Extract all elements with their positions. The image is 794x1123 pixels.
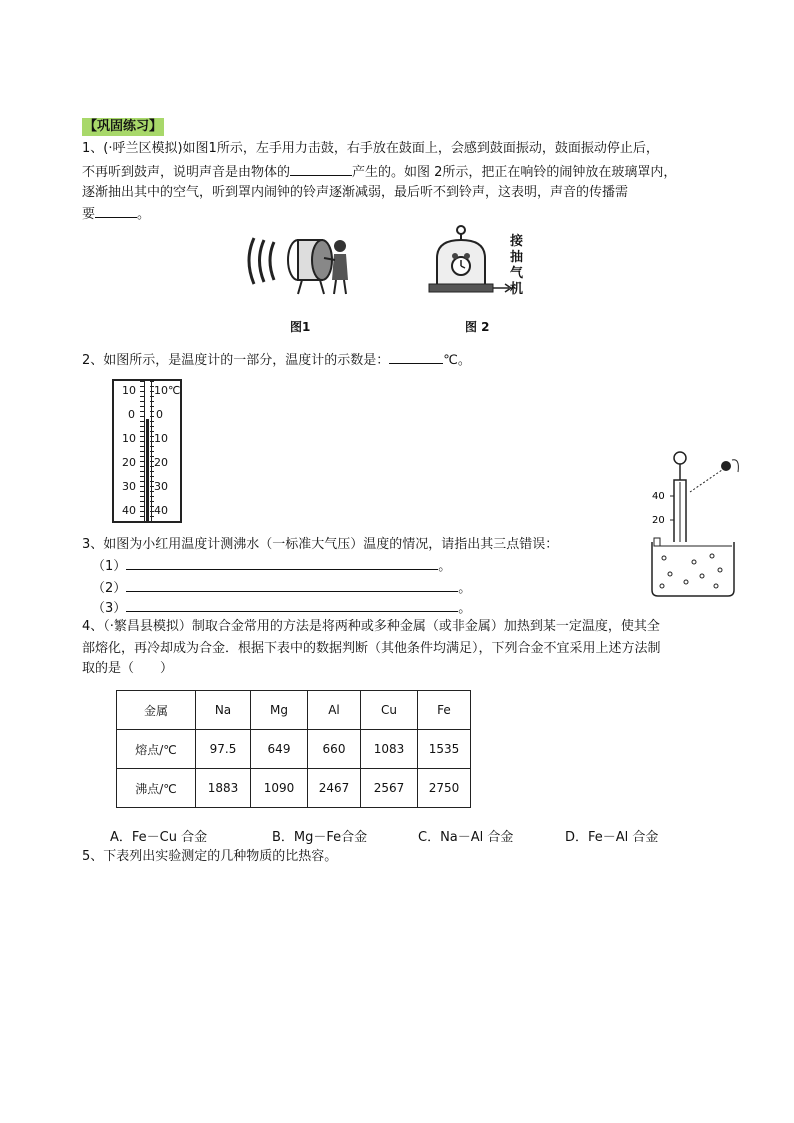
- thermo-right-0: 10℃: [154, 384, 181, 397]
- q3-item-2: [92, 577, 471, 599]
- table-cell: 1883: [196, 769, 251, 808]
- thermo-right-3: 20: [154, 456, 168, 469]
- q4-option-a: A．Fe－Cu 合金: [110, 830, 208, 845]
- q1-blank-2: [95, 203, 137, 218]
- table-row: [117, 730, 471, 769]
- q4-line-2: 部熔化，再冷却成为合金．根据下表中的数据判断（其他条件均满足），下列合金不宜采用上述方法制: [82, 641, 661, 656]
- table-header-cell: Fe: [418, 691, 471, 730]
- q3-item-1-label: （1）: [92, 559, 127, 574]
- table-cell: 2467: [308, 769, 361, 808]
- q3-item-1-end: 。: [438, 559, 452, 574]
- q5-text: 5、下表列出实验测定的几种物质的比热容。: [82, 849, 338, 864]
- q1-line-2b: 产生的。如图 2所示，把正在响铃的闹钟放在玻璃罩内，: [352, 165, 677, 180]
- section-title: 【巩固练习】: [84, 119, 163, 134]
- q1-line-2: [82, 161, 676, 183]
- q1-line-2a: 不再听到鼓声，说明声音是由物体的: [82, 165, 291, 180]
- table-header-cell: 金属: [117, 691, 196, 730]
- thermometer-figure: [112, 379, 182, 523]
- table-cell: 649: [251, 730, 308, 769]
- q3-item-2-end: 。: [458, 581, 472, 596]
- table-cell: 2567: [361, 769, 418, 808]
- q3-item-2-label: （2）: [92, 581, 127, 596]
- thermo-left-2: 10: [122, 432, 136, 445]
- figure-2-bell-jar-illustration: [425, 222, 515, 304]
- q2-text-a: 2、如图所示，是温度计的一部分，温度计的示数是：: [82, 353, 390, 368]
- q3-item-3-end: 。: [458, 601, 472, 616]
- q3-item-3-blank: [126, 597, 458, 612]
- table-header-row: [117, 691, 471, 730]
- boiling-water-figure: [640, 450, 744, 598]
- q1-line-4: [82, 203, 150, 225]
- thermometer-ticks-left: [140, 381, 144, 521]
- table-row: [117, 769, 471, 808]
- table-cell: 97.5: [196, 730, 251, 769]
- table-header-cell: Na: [196, 691, 251, 730]
- metal-properties-table: [116, 690, 471, 808]
- q3-item-1-blank: [126, 555, 438, 570]
- thermo-left-5: 40: [122, 504, 136, 517]
- boiling-fig-label-20: 20: [652, 515, 665, 526]
- q1-line-3: 逐渐抽出其中的空气，听到罩内闹钟的铃声逐渐减弱，最后听不到铃声，这表明，声音的传播需: [82, 185, 629, 200]
- figure-2-pump-label: 接抽气机: [510, 234, 524, 297]
- thermo-left-0: 10: [122, 384, 136, 397]
- table-cell: 熔点/℃: [117, 730, 196, 769]
- figure-1-caption: 图1: [290, 320, 311, 334]
- q2-blank: [389, 349, 443, 364]
- q3-item-3: [92, 597, 471, 619]
- q4-line-1: 4、（·繁昌县模拟）制取合金常用的方法是将两种或多种金属（或非金属）加热到某一定温度，使其全: [82, 619, 660, 634]
- thermo-right-2: 10: [154, 432, 168, 445]
- table-cell: 660: [308, 730, 361, 769]
- q2-text-b: ℃。: [443, 353, 471, 368]
- q4-option-d: D．Fe－Al 合金: [565, 830, 659, 845]
- q3-item-3-label: （3）: [92, 601, 127, 616]
- q4-option-b: B．Mg－Fe合金: [272, 830, 368, 845]
- q4-line-3: 取的是（ ）: [82, 661, 174, 676]
- q1-line-4a: 要: [82, 207, 96, 222]
- table-cell: 1090: [251, 769, 308, 808]
- boiling-fig-label-40: 40: [652, 491, 665, 502]
- q2-line: [82, 349, 471, 371]
- figure-1-drum-illustration: [240, 228, 360, 298]
- thermometer-ticks-right: [150, 381, 154, 521]
- q3-item-2-blank: [126, 577, 458, 592]
- thermo-right-5: 40: [154, 504, 168, 517]
- table-cell: 1535: [418, 730, 471, 769]
- table-cell: 沸点/℃: [117, 769, 196, 808]
- thermometer-liquid-column: [146, 419, 149, 521]
- table-cell: 2750: [418, 769, 471, 808]
- q1-line-4b: 。: [137, 207, 151, 222]
- table-cell: 1083: [361, 730, 418, 769]
- thermo-right-4: 30: [154, 480, 168, 493]
- thermo-left-1: 0: [128, 408, 135, 421]
- table-header-cell: Cu: [361, 691, 418, 730]
- q1-line-1: 1、(·呼兰区模拟)如图1所示，左手用力击鼓，右手放在鼓面上，会感到鼓面振动，鼓面振动停止后，: [82, 141, 659, 156]
- table-header-cell: Al: [308, 691, 361, 730]
- thermo-left-3: 20: [122, 456, 136, 469]
- q4-option-c: C．Na－Al 合金: [418, 830, 514, 845]
- q1-blank-1: [290, 161, 352, 176]
- thermo-left-4: 30: [122, 480, 136, 493]
- q3-text: 3、如图为小红用温度计测沸水（一标准大气压）温度的情况，请指出其三点错误：: [82, 537, 559, 552]
- q3-item-1: [92, 555, 451, 577]
- table-header-cell: Mg: [251, 691, 308, 730]
- figure-2-caption: 图 2: [465, 320, 490, 334]
- thermo-right-1: 0: [156, 408, 163, 421]
